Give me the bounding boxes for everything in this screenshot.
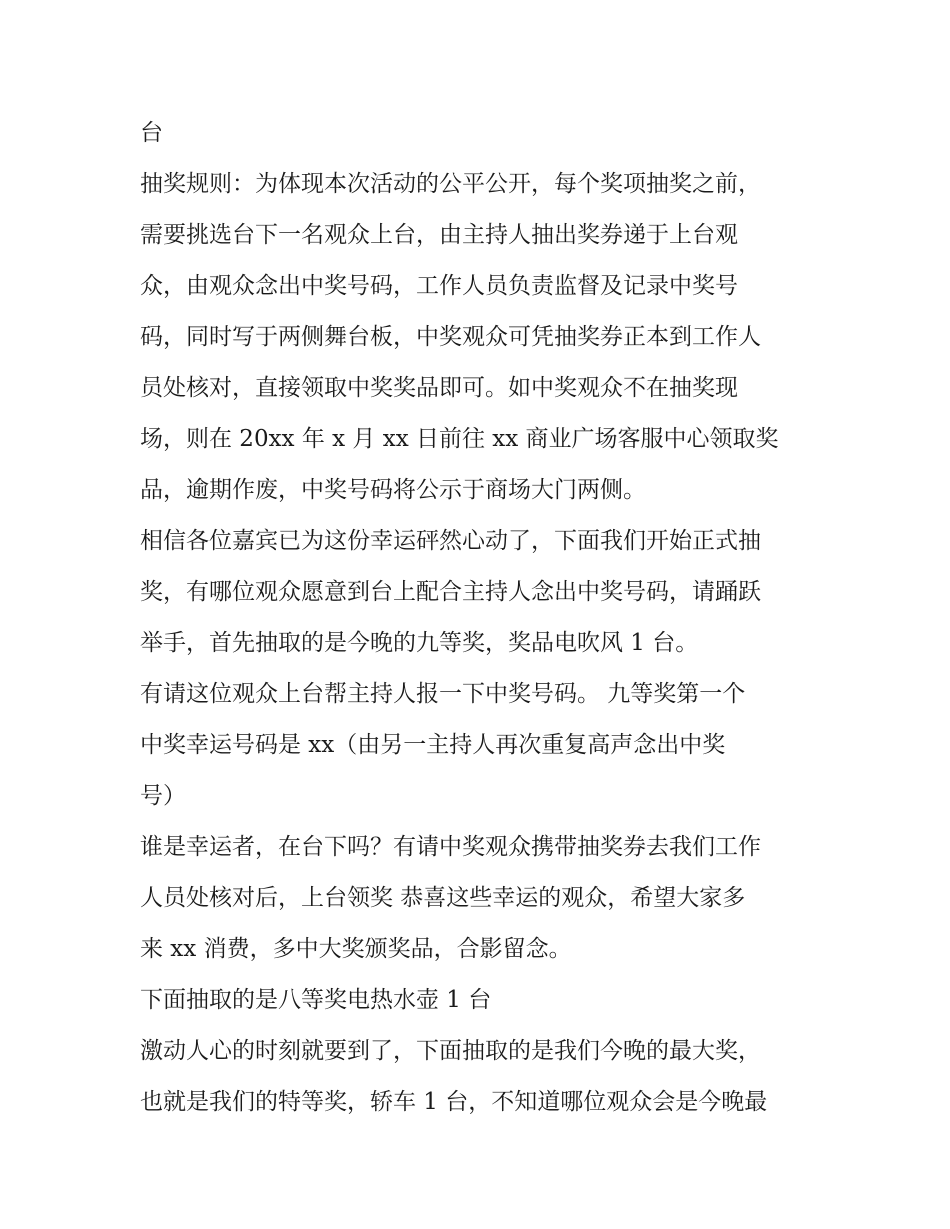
text-line: 码，同时写于两侧舞台板，中奖观众可凭抽奖券正本到工作人 <box>140 324 761 350</box>
text-line: 激动人心的时刻就要到了，下面抽取的是我们今晚的最大奖， <box>140 1038 761 1064</box>
text-line: 场，则在 20xx 年 x 月 xx 日前往 xx 商业广场客服中心领取奖 <box>140 426 779 452</box>
text-line: 也就是我们的特等奖，轿车 1 台，不知道哪位观众会是今晚最 <box>140 1089 768 1115</box>
document-body <box>140 108 820 1128</box>
text-line: 员处核对，直接领取中奖奖品即可。如中奖观众不在抽奖现 <box>140 375 738 401</box>
text-line: 谁是幸运者，在台下吗？有请中奖观众携带抽奖券去我们工作 <box>140 834 761 860</box>
text-line: 来 xx 消费，多中大奖颁奖品，合影留念。 <box>140 936 572 962</box>
text-line: 相信各位嘉宾已为这份幸运砰然心动了，下面我们开始正式抽 <box>140 528 761 554</box>
text-line: 台 <box>140 120 163 146</box>
text-line: 抽奖规则：为体现本次活动的公平公开，每个奖项抽奖之前， <box>140 171 761 197</box>
text-line: 奖，有哪位观众愿意到台上配合主持人念出中奖号码，请踊跃 <box>140 579 761 605</box>
text-line: 号） <box>140 783 186 809</box>
text-line: 人员处核对后，上台领奖 恭喜这些幸运的观众，希望大家多 <box>140 885 746 911</box>
text-line: 中奖幸运号码是 xx（由另一主持人再次重复高声念出中奖 <box>140 732 726 758</box>
text-line: 需要挑选台下一名观众上台，由主持人抽出奖券递于上台观 <box>140 222 738 248</box>
text-line: 众，由观众念出中奖号码，工作人员负责监督及记录中奖号 <box>140 273 738 299</box>
text-line: 下面抽取的是八等奖电热水壶 1 台 <box>140 987 492 1013</box>
text-line: 品，逾期作废，中奖号码将公示于商场大门两侧。 <box>140 477 646 503</box>
text-line: 有请这位观众上台帮主持人报一下中奖号码。 九等奖第一个 <box>140 681 746 707</box>
text-line: 举手，首先抽取的是今晚的九等奖，奖品电吹风 1 台。 <box>140 630 699 656</box>
